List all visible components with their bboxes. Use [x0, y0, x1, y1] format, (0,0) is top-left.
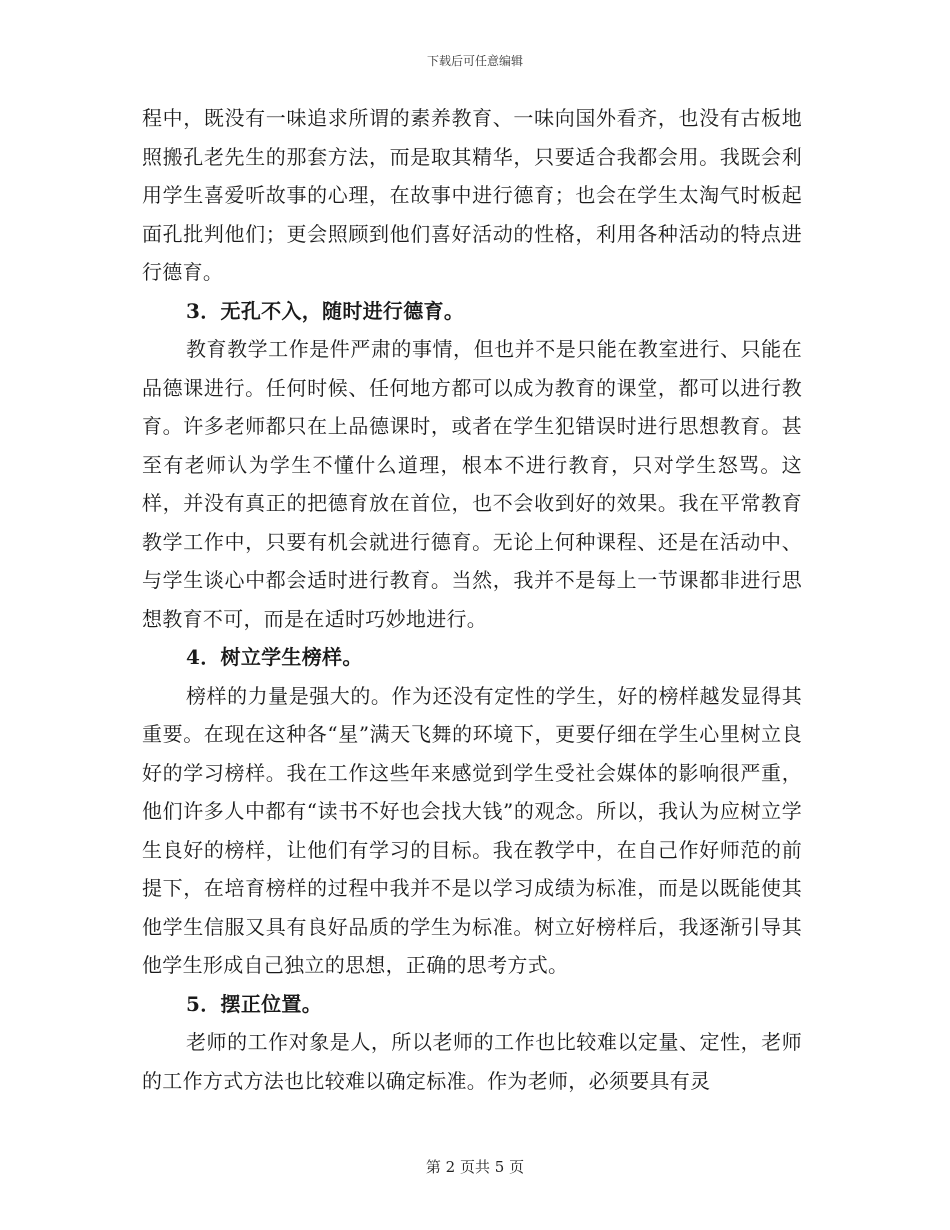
document-body [142, 99, 802, 1100]
page-footer: 第 2 页共 5 页 [425, 1158, 525, 1176]
section-heading-3: 3．无孔不入，随时进行德育。 [186, 298, 465, 323]
paragraph-section-5: 老师的工作对象是人，所以老师的工作也比较难以定量、定性，老师的工作方式方法也比较难以确定标准。作为老师，必须要具有灵 [142, 1030, 802, 1093]
paragraph-continued: 程中，既没有一味追求所谓的素养教育、一味向国外看齐，也没有古板地照搬孔老先生的那套方法，而是取其精华，只要适合我都会用。我既会利用学生喜爱听故事的心理，在故事中进行德育；也会在学生太淘气时板起面孔批判他们；更会照顾到他们喜好活动的性格，利用各种活动的特点进行德育。 [142, 106, 802, 284]
section-heading-4: 4．树立学生榜样。 [186, 645, 363, 669]
page-header: 下载后可任意编辑 [426, 54, 523, 68]
paragraph-section-4: 榜样的力量是强大的。作为还没有定性的学生，好的榜样越发显得其重要。在现在这种各“星”满天飞舞的环境下，更要仔细在学生心里树立良好的学习榜样。我在工作这些年来感觉到学生受社会媒体的影响很严重，他们许多人中都有“读书不好也会找大钱”的观念。所以，我认为应树立学生良好的榜样，让他们有学习的目标。我在教学中，在自己作好师范的前提下，在培育榜样的过程中我并不是以学习成绩为标准，而是以既能使其他学生信服又具有良好品质的学生为标准。树立好榜样后，我逐渐引导其他学生形成自己独立的思想，正确的思考方式。 [142, 683, 802, 977]
paragraph-section-3: 教育教学工作是件严肃的事情，但也并不是只能在教室进行、只能在品德课进行。任何时候、任何地方都可以成为教育的课堂，都可以进行教育。许多老师都只在上品德课时，或者在学生犯错误时进行思想教育。甚至有老师认为学生不懂什么道理，根本不进行教育，只对学生怒骂。这样，并没有真正的把德育放在首位，也不会收到好的效果。我在平常教育教学工作中，只要有机会就进行德育。无论上何种课程、还是在活动中、与学生谈心中都会适时进行教育。当然，我并不是每上一节课都非进行思想教育不可，而是在适时巧妙地进行。 [142, 337, 802, 631]
section-heading-5: 5．摆正位置。 [186, 991, 323, 1016]
